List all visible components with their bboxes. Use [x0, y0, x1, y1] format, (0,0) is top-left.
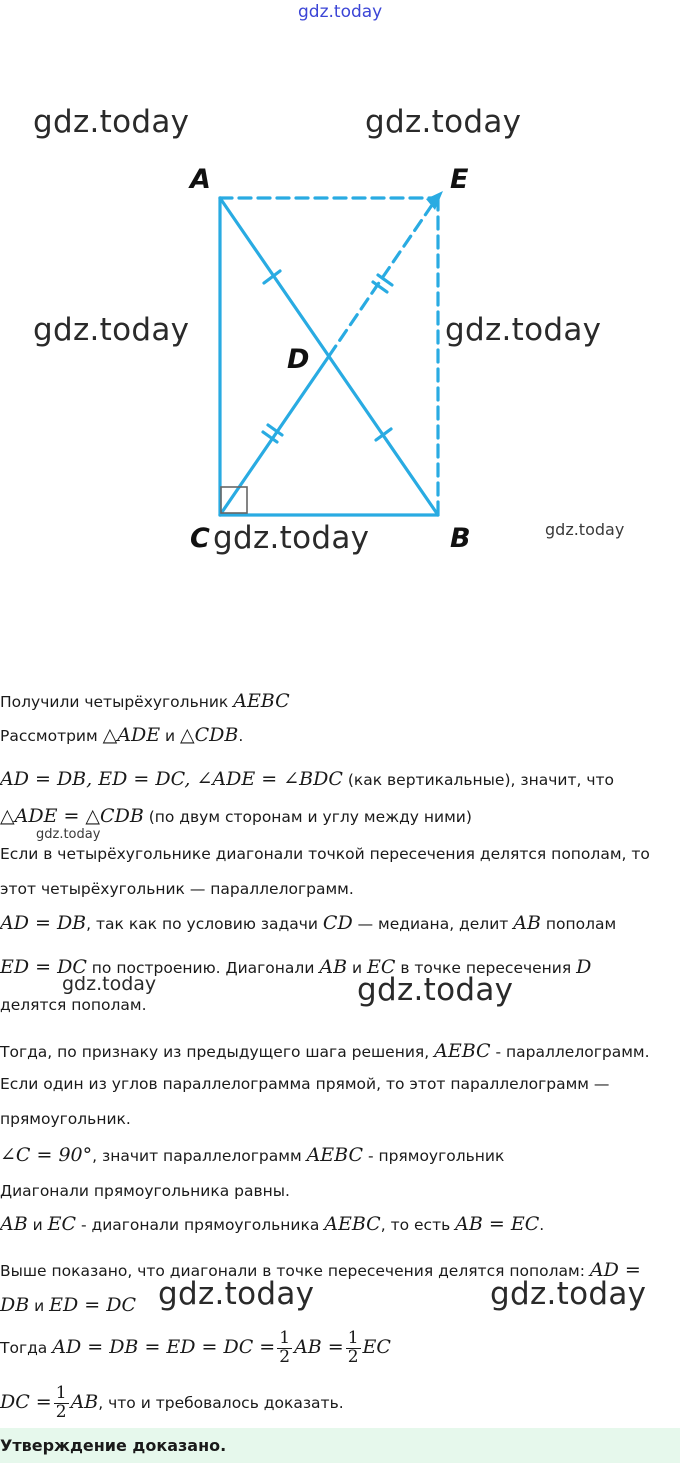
text-line: этот четырёхугольник — параллелограмм. — [0, 880, 354, 898]
fraction: $\frac{1}{2}$ — [55, 1383, 67, 1422]
watermark: gdz.today — [33, 104, 190, 140]
point-label-b: B — [450, 523, 471, 554]
text-line: AD = DB, так как по условию задачи CD — медиана, делит AB пополам — [0, 912, 617, 934]
watermark: gdz.today — [445, 312, 602, 348]
text-line: делятся пополам. — [0, 996, 147, 1014]
point-label-d: D — [287, 344, 310, 375]
conclusion-text: Утверждение доказано. — [0, 1436, 227, 1455]
text-line: DC = $\frac{1}{2}$ AB, что и требовалось доказать. — [0, 1383, 344, 1422]
segment-cd — [220, 356, 329, 515]
segment-de-dashed — [329, 205, 432, 356]
watermark: gdz.today — [545, 520, 625, 539]
watermark: gdz.today — [213, 520, 370, 556]
text-line: △ADE = △CDB (по двум сторонам и углу между ними) — [0, 805, 472, 827]
text-line: Рассмотрим △ADE и △CDB. — [0, 724, 244, 746]
watermark: gdz.today — [33, 312, 190, 348]
text-line: ∠C = 90°, значит параллелограмм AEBC - прямоугольник — [0, 1144, 505, 1166]
fraction: $\frac{1}{2}$ — [279, 1328, 291, 1367]
point-label-e: E — [450, 164, 469, 195]
watermark: gdz.today — [357, 972, 514, 1008]
text-line: Если один из углов параллелограмма прямой, то этот параллелограмм — — [0, 1075, 610, 1093]
text-line: Выше показано, что диагонали в точке пересечения делятся пополам: AD = — [0, 1259, 641, 1281]
point-label-c: C — [190, 523, 210, 554]
text-line: DB и ED = DC — [0, 1294, 137, 1316]
geometry-figure — [0, 80, 680, 570]
text-line: ED = DC по построению. Диагонали AB и EC в точке пересечения D — [0, 956, 592, 978]
watermark: gdz.today — [490, 1276, 647, 1312]
text-line: Диагонали прямоугольника равны. — [0, 1182, 290, 1200]
arrow-head — [426, 191, 443, 210]
fraction: $\frac{1}{2}$ — [347, 1328, 359, 1367]
watermark: gdz.today — [36, 827, 101, 842]
watermark: gdz.today — [62, 973, 157, 995]
text-line: AB и EC - диагонали прямоугольника AEBC, то есть AB = EC. — [0, 1213, 545, 1235]
point-label-a: A — [190, 164, 211, 195]
watermark-top: gdz.today — [298, 2, 383, 22]
conclusion-banner — [0, 1428, 680, 1463]
text-line: Если в четырёхугольнике диагонали точкой пересечения делятся пополам, то — [0, 845, 650, 863]
text-line: Тогда AD = DB = ED = DC = $\frac{1}{2}$ AB = $\frac{1}{2}$ EC — [0, 1328, 391, 1367]
text-line: прямоугольник. — [0, 1110, 131, 1128]
text-line: Тогда, по признаку из предыдущего шага решения, AEBC - параллелограмм. — [0, 1040, 650, 1062]
text-line: AD = DB, ED = DC, ∠ADE = ∠BDC (как вертикальные), значит, что — [0, 768, 615, 790]
watermark: gdz.today — [158, 1276, 315, 1312]
watermark: gdz.today — [365, 104, 522, 140]
text-line: Получили четырёхугольник AEBC — [0, 690, 290, 712]
